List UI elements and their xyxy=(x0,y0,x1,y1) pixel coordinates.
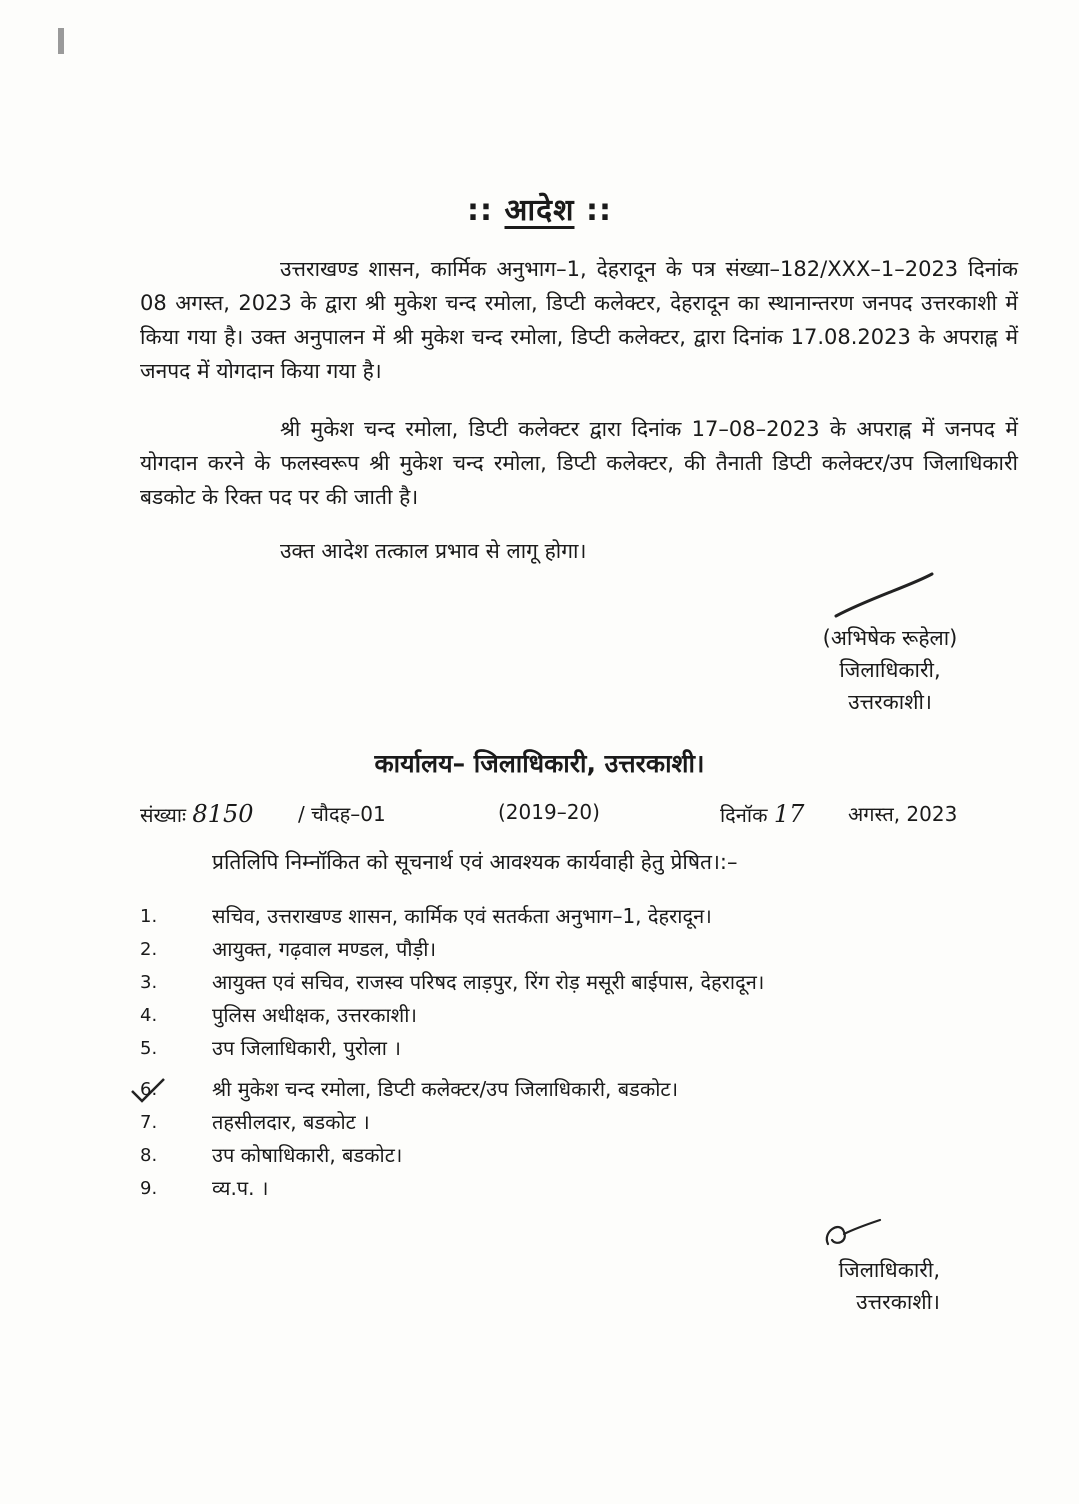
list-item: 9. व्य.प. । xyxy=(140,1176,269,1200)
paragraph-2: श्री मुकेश चन्द रमोला, डिप्टी कलेक्टर द्वारा दिनांक 17–08–2023 के अपराह्न में जनपद में योगदान करने के फलस्वरूप श्री मुकेश चन्द रमोला, डिप्टी कलेक्टर, की तैनाती डिप्टी कलेक्टर/उप जिलाधिकारी बडकोट के रिक्त पद पर की जाती है। xyxy=(140,417,1018,509)
scan-edge-mark xyxy=(58,28,64,54)
title-prefix: :: xyxy=(467,193,494,228)
signatory-name: (अभिषेक रूहेला) xyxy=(822,626,958,650)
ref-number-label: संख्याः xyxy=(140,803,187,827)
ref-date xyxy=(720,800,804,828)
ref-number-handwritten: 8150 xyxy=(192,800,254,828)
paragraph-3: उक्त आदेश तत्काल प्रभाव से लागू होगा। xyxy=(280,539,587,563)
list-item: 1. सचिव, उत्तराखण्ड शासन, कार्मिक एवं सतर्कता अनुभाग–1, देहरादून। xyxy=(140,904,712,928)
signatory-block-1 xyxy=(790,622,990,718)
ref-number xyxy=(140,800,253,828)
ref-year: (2019–20) xyxy=(498,800,600,824)
list-item: 5. उप जिलाधिकारी, पुरोला । xyxy=(140,1036,401,1060)
list-item: 3. आयुक्त एवं सचिव, राजस्व परिषद लाड़पुर, रिंग रोड़ मसूरी बाईपास, देहरादून। xyxy=(140,970,765,994)
signatory-designation: जिलाधिकारी, xyxy=(838,1258,940,1282)
signatory-block-2 xyxy=(780,1254,940,1318)
list-item: 8. उप कोषाधिकारी, बडकोट। xyxy=(140,1143,403,1167)
signatory-designation: जिलाधिकारी, xyxy=(839,658,941,682)
forwarding-line: प्रतिलिपि निम्नॉकित को सूचनार्थ एवं आवश्यक कार्यवाही हेतु प्रेषित।:– xyxy=(212,850,738,874)
ref-month-year: अगस्त, 2023 xyxy=(848,802,958,826)
document-title xyxy=(0,188,1079,229)
signatory-place: उत्तरकाशी। xyxy=(848,690,932,714)
list-item: 6. श्री मुकेश चन्द रमोला, डिप्टी कलेक्टर/उप जिलाधिकारी, बडकोट। xyxy=(140,1073,1020,1106)
office-heading: कार्यालय– जिलाधिकारी, उत्तरकाशी। xyxy=(374,749,705,778)
ref-date-label: दिनॉक xyxy=(720,803,768,827)
list-item: 7. तहसीलदार, बडकोट । xyxy=(140,1110,370,1134)
title-text: आदेश xyxy=(504,193,575,228)
signature-2 xyxy=(818,1214,888,1258)
ref-series: / चौदह–01 xyxy=(298,802,386,826)
signature-1 xyxy=(800,568,1000,628)
list-item: 2. आयुक्त, गढ़वाल मण्डल, पौड़ी। xyxy=(140,937,437,961)
ref-date-day: 17 xyxy=(773,800,805,828)
signatory-place: उत्तरकाशी। xyxy=(856,1290,940,1314)
list-item: 4. पुलिस अधीक्षक, उत्तरकाशी। xyxy=(140,1003,418,1027)
title-suffix: :: xyxy=(585,193,612,228)
paragraph-1: उत्तराखण्ड शासन, कार्मिक अनुभाग–1, देहरादून के पत्र संख्या–182/XXX–1–2023 दिनांक 08 अगस्त, 2023 के द्वारा श्री मुकेश चन्द रमोला, डिप्टी कलेक्टर, देहरादून का स्थानान्तरण जनपद उत्तरकाशी में किया गया है। उक्त अनुपालन में श्री मुकेश चन्द रमोला, डिप्टी कलेक्टर, द्वारा दिनांक 17.08.2023 के अपराह्न में जनपद में योगदान किया गया है। xyxy=(140,257,1018,383)
recipient-list xyxy=(140,900,1020,1205)
